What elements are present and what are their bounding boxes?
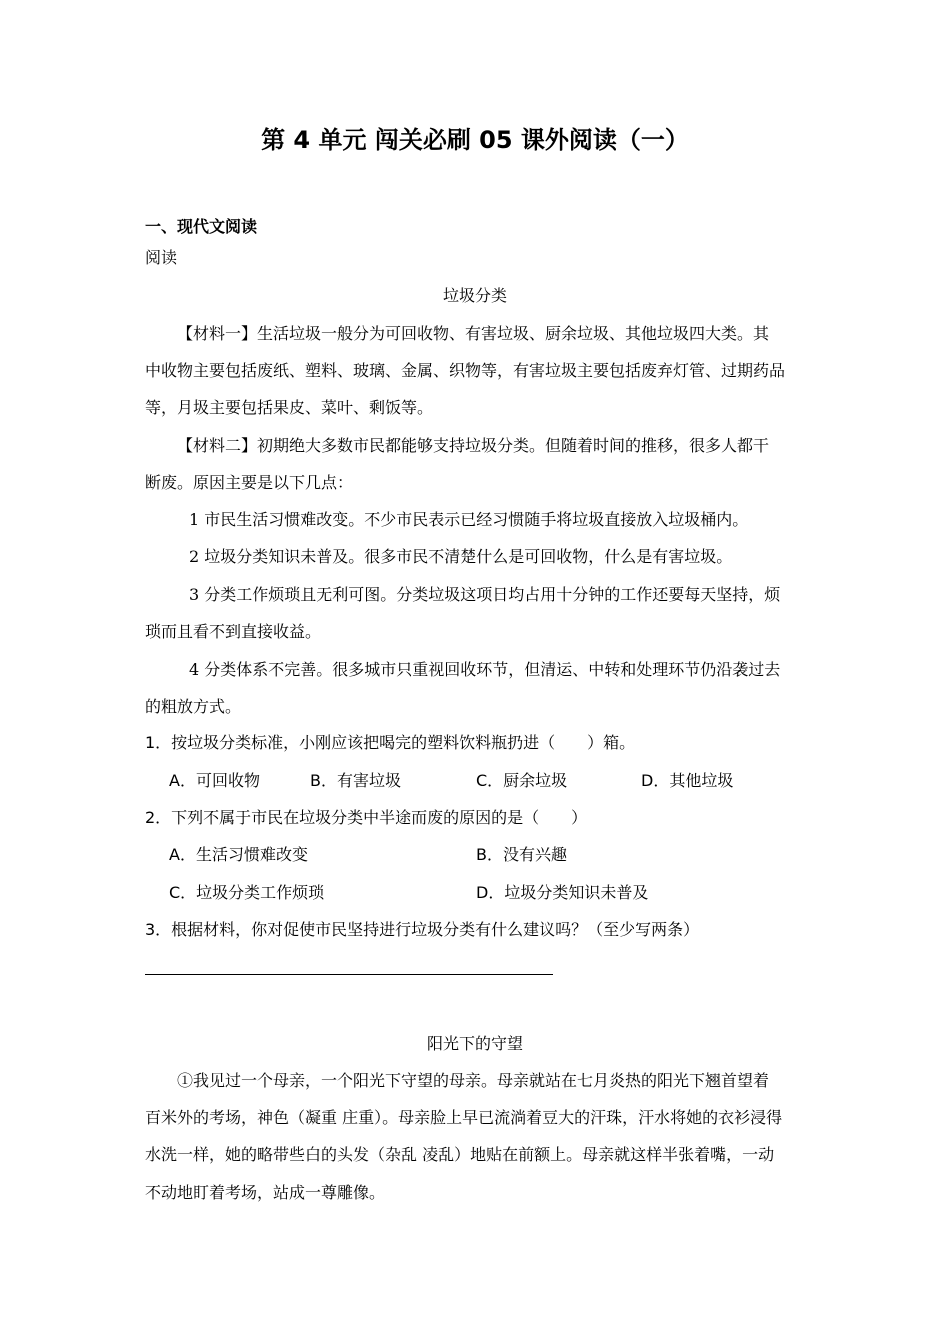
passage-2-line-1: ①我见过一个母亲，一个阳光下守望的母亲。母亲就站在七月炎热的阳光下翘首望着 [177, 1071, 770, 1090]
question-1-option-c: C．厨余垃圾 [476, 771, 568, 790]
question-2-option-c: C．垃圾分类工作烦琐 [169, 883, 325, 902]
page-title: 第 4 单元 闯关必刷 05 课外阅读（一） [261, 126, 689, 154]
question-2-option-a: A．生活习惯难改变 [169, 845, 308, 864]
question-2-option-d: D．垃圾分类知识未普及 [476, 883, 649, 902]
material1-line-1 [177, 324, 805, 344]
question-2-stem: 2．下列不属于市民在垃圾分类中半途而废的原因的是（ ） [145, 808, 588, 827]
reason-2: 2 垃圾分类知识未普及。很多市民不清楚什么是可回收物，什么是有害垃圾。 [189, 547, 733, 566]
material2-line-1: 【材料二】初期绝大多数市民都能够支持垃圾分类。但随着时间的推移，很多人都干 [177, 436, 770, 455]
reason-1: 1 市民生活习惯难改变。不少市民表示已经习惯随手将垃圾直接放入垃圾桶内。 [189, 510, 749, 529]
reason-3-line-1: 3 分类工作烦琐且无利可图。分类垃圾这项日均占用十分钟的工作还要每天坚持，烦 [189, 585, 781, 604]
answer-line [145, 974, 553, 975]
reason-4-line-1: 4 分类体系不完善。很多城市只重视回收环节，但清运、中转和处理环节仍沿袭过去 [189, 660, 781, 679]
reason-4-line-2: 的粗放方式。 [145, 697, 242, 716]
passage-2-line-3: 水洗一样，她的略带些白的头发（杂乱 凌乱）地贴在前额上。母亲就这样半张着嘴，一动 [145, 1145, 775, 1164]
passage-2-line-4: 不动地盯着考场，站成一尊雕像。 [145, 1183, 386, 1202]
question-1-option-a: A．可回收物 [169, 771, 260, 790]
material1-line-2: 中收物主要包括废纸、塑料、玻璃、金属、织物等，有害垃圾主要包括废弃灯管、过期药品 [145, 361, 786, 380]
question-2-option-b: B．没有兴趣 [476, 845, 567, 864]
question-1-stem: 1．按垃圾分类标准，小刚应该把喝完的塑料饮料瓶扔进（ ）箱。 [145, 733, 636, 752]
reason-3-line-2: 琐而且看不到直接收益。 [145, 622, 322, 641]
question-1-option-b: B．有害垃圾 [310, 771, 401, 790]
text-line: 【材料一】生活垃圾一般分为可回收物、有害垃圾、厨余垃圾、其他垃圾四大类。其 [177, 324, 770, 343]
question-3-stem: 3．根据材料，你对促使市民坚持进行垃圾分类有什么建议吗？（至少写两条） [145, 920, 700, 939]
passage-2-line-2: 百米外的考场，神色（凝重 庄重）。母亲脸上早已流淌着豆大的汗珠，汗水将她的衣衫浸得 [145, 1108, 783, 1127]
passage-2-title: 阳光下的守望 [426, 1034, 523, 1053]
material1-line-3: 等，月圾主要包括果皮、菜叶、剩饭等。 [145, 398, 434, 417]
section-subheading: 阅读 [145, 248, 178, 267]
passage-title: 垃圾分类 [442, 286, 507, 305]
section-heading: 一、现代文阅读 [145, 217, 258, 236]
question-1-option-d: D．其他垃圾 [641, 771, 734, 790]
material2-line-2: 断废。原因主要是以下几点： [145, 473, 354, 492]
